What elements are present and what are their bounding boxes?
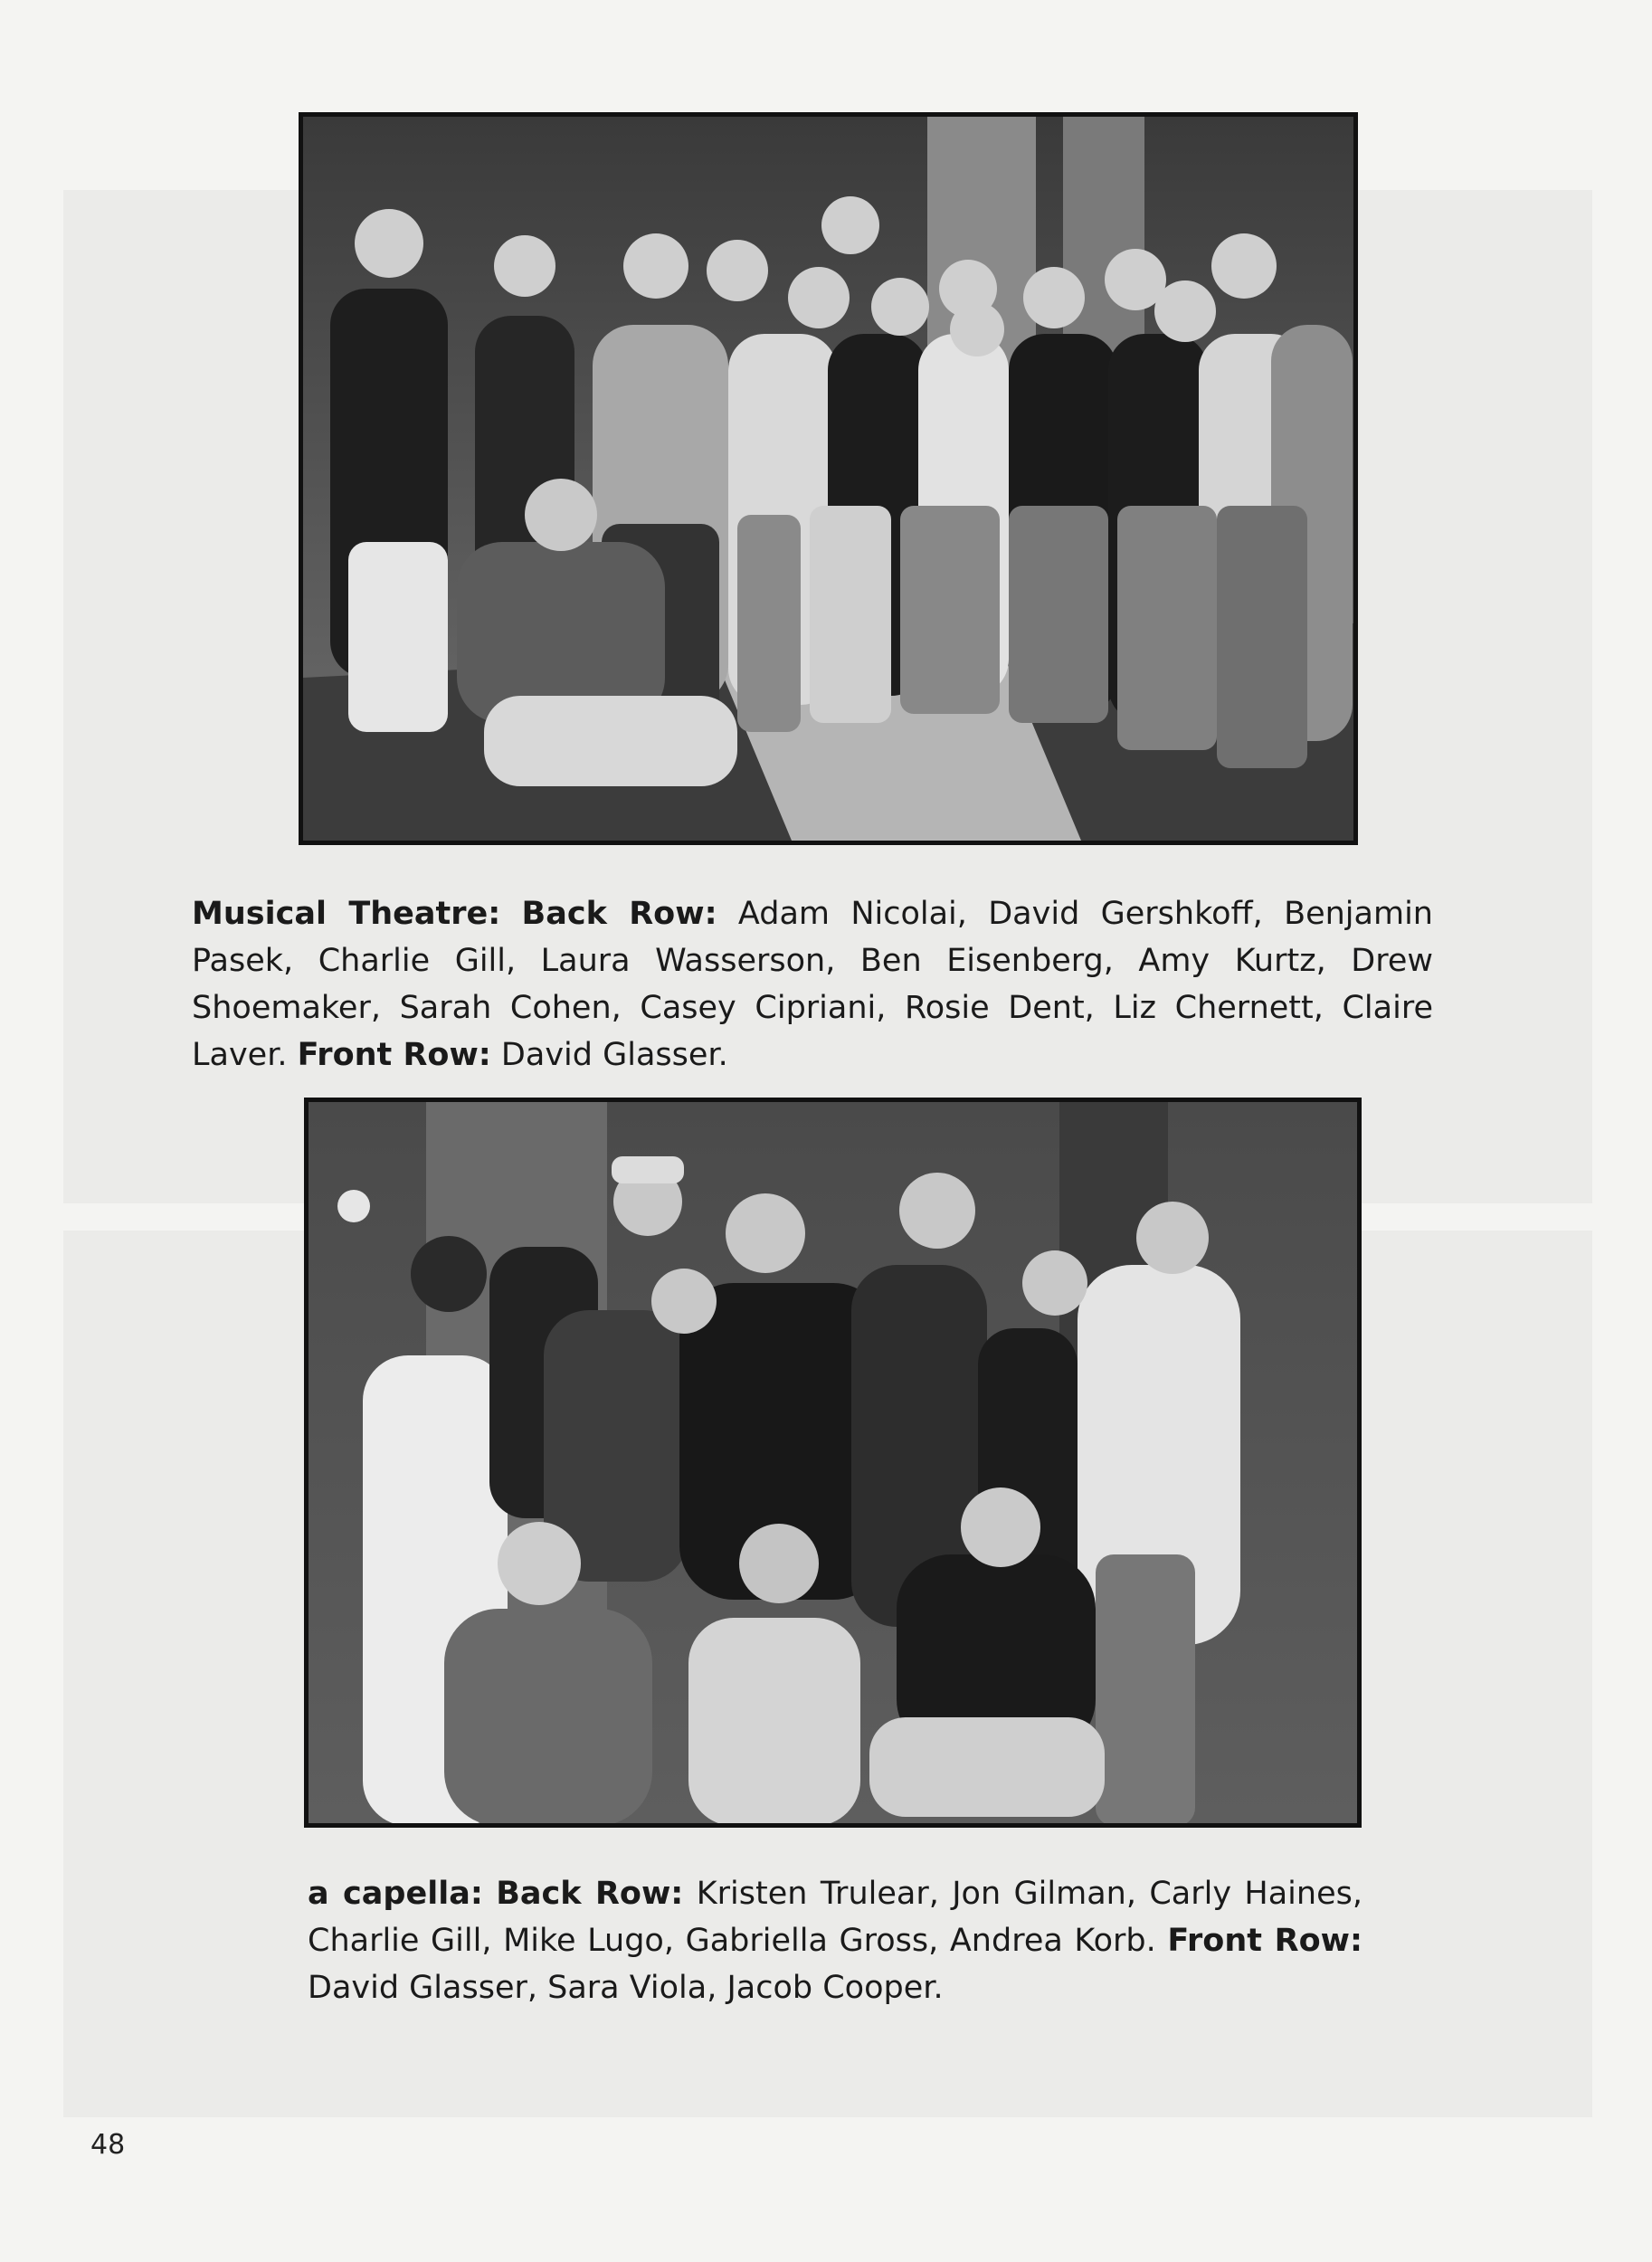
a-capella-photo-image — [309, 1102, 1357, 1823]
musical-theatre-photo — [299, 112, 1358, 845]
group-name: Musical Theatre: — [192, 896, 501, 932]
group-name: a capella: — [308, 1876, 483, 1912]
back-row-label: Back Row: — [521, 896, 717, 932]
front-row-names: David Glasser, Sara Viola, Jacob Cooper. — [308, 1970, 944, 2006]
back-row-names: Kristen Trulear, Jon Gilman, Carly Haines, Charlie Gill, Mike Lugo, Gabriella Gross, Andrea Korb. — [308, 1876, 1362, 1959]
a-capella-caption — [308, 1870, 1362, 2011]
front-row-label: Front Row: — [297, 1037, 491, 1073]
musical-theatre-photo-image — [303, 117, 1353, 841]
a-capella-photo — [304, 1098, 1362, 1828]
musical-theatre-caption — [192, 890, 1433, 1079]
page-number: 48 — [90, 2129, 126, 2161]
back-row-label: Back Row: — [496, 1876, 684, 1912]
front-row-label: Front Row: — [1167, 1923, 1362, 1959]
front-row-names: David Glasser. — [500, 1037, 728, 1073]
back-row-names: Adam Nicolai, David Gershkoff, Benjamin Pasek, Charlie Gill, Laura Wasserson, Ben Eisenberg, Amy Kurtz, Drew Shoemaker, Sarah Cohen, Casey Cipriani, Rosie Dent, Liz Chernett, Claire Laver. — [192, 896, 1433, 1073]
